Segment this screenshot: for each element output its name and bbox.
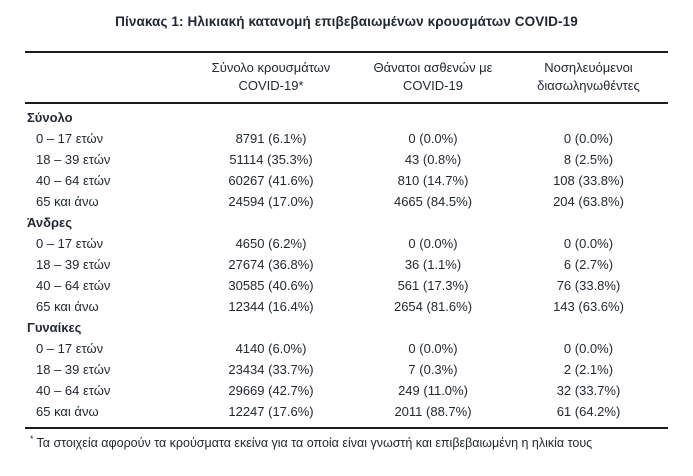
cases-value: 23434 (33.7%) xyxy=(228,362,314,377)
intubated-value: 2 (2.1%) xyxy=(563,362,614,377)
age-group-label: 65 και άνω xyxy=(36,299,99,314)
cases-value: 51114 (35.3%) xyxy=(229,152,313,167)
deaths-value: 0 (0.0%) xyxy=(408,341,458,356)
cases-value: 4140 (6.0%) xyxy=(235,341,307,356)
intubated-value: 0 (0.0%) xyxy=(563,131,614,146)
table-row xyxy=(25,338,668,359)
header-intubated-line2: διασωληνωθέντες xyxy=(537,78,640,93)
age-group-label: 18 – 39 ετών xyxy=(36,152,111,167)
deaths-value: 810 (14.7%) xyxy=(397,173,469,188)
header-deaths-line2: COVID-19 xyxy=(403,78,463,93)
section-name: Σύνολο xyxy=(27,110,73,125)
cases-value: 29669 (42.7%) xyxy=(228,383,314,398)
footnote-asterisk-marker: * xyxy=(30,434,34,444)
age-group-label: 40 – 64 ετών xyxy=(36,278,111,293)
age-group-label: 0 – 17 ετών xyxy=(36,236,104,251)
age-group-label: 65 και άνω xyxy=(36,404,99,419)
table-title: Πίνακας 1: Ηλικιακή κατανομή επιβεβαιωμένων κρουσμάτων COVID-19 xyxy=(115,14,578,29)
age-group-label: 18 – 39 ετών xyxy=(36,257,111,272)
covid-age-table xyxy=(25,51,668,429)
footnote-text: Τα στοιχεία αφορούν τα κρούσματα εκείνα για τα οποία είναι γνωστή και επιβεβαιωμένη η ηλικία τους xyxy=(36,436,593,451)
cases-value: 12344 (16.4%) xyxy=(228,299,314,314)
cases-value: 30585 (40.6%) xyxy=(228,278,314,293)
cases-value: 27674 (36.8%) xyxy=(228,257,314,272)
table-row xyxy=(25,380,668,401)
intubated-value: 108 (33.8%) xyxy=(553,173,624,188)
cases-value: 4650 (6.2%) xyxy=(235,236,307,251)
intubated-value: 8 (2.5%) xyxy=(563,152,614,167)
age-group-label: 0 – 17 ετών xyxy=(36,131,104,146)
cases-value: 24594 (17.0%) xyxy=(228,194,314,209)
deaths-value: 249 (11.0%) xyxy=(398,383,468,398)
deaths-value: 7 (0.3%) xyxy=(408,362,458,377)
cases-value: 12247 (17.6%) xyxy=(228,404,314,419)
deaths-value: 2011 (88.7%) xyxy=(394,404,472,419)
intubated-value: 143 (63.6%) xyxy=(553,299,624,314)
intubated-value: 204 (63.8%) xyxy=(553,194,624,209)
table-row xyxy=(25,233,668,254)
header-deaths xyxy=(357,59,509,95)
cases-value: 8791 (6.1%) xyxy=(235,131,307,146)
table-row xyxy=(25,254,668,275)
table-row xyxy=(25,275,668,296)
table-row xyxy=(25,128,668,149)
age-group-label: 18 – 39 ετών xyxy=(36,362,111,377)
deaths-value: 4665 (84.5%) xyxy=(393,194,473,209)
deaths-value: 43 (0.8%) xyxy=(404,152,462,167)
deaths-value: 0 (0.0%) xyxy=(408,236,458,251)
header-total-cases-line2: COVID-19* xyxy=(238,78,304,93)
header-total-cases-line1: Σύνολο κρουσμάτων xyxy=(211,60,331,75)
table-row xyxy=(25,170,668,191)
age-group-label: 0 – 17 ετών xyxy=(36,341,104,356)
section-header-women xyxy=(25,317,668,338)
section-header-total xyxy=(25,107,668,128)
section-name: Γυναίκες xyxy=(27,320,82,335)
header-intubated-line1: Νοσηλευόμενοι xyxy=(544,60,633,75)
age-group-label: 40 – 64 ετών xyxy=(36,173,111,188)
intubated-value: 0 (0.0%) xyxy=(563,341,614,356)
deaths-value: 36 (1.1%) xyxy=(404,257,462,272)
header-deaths-line1: Θάνατοι ασθενών με xyxy=(373,60,493,75)
table-row xyxy=(25,401,668,422)
deaths-value: 561 (17.3%) xyxy=(397,278,469,293)
intubated-value: 61 (64.2%) xyxy=(556,404,621,419)
header-intubated xyxy=(509,59,668,95)
table-row xyxy=(25,296,668,317)
footnote xyxy=(30,434,693,450)
intubated-value: 32 (33.7%) xyxy=(556,383,621,398)
table-body xyxy=(25,104,668,427)
header-total-cases xyxy=(185,59,357,95)
table-row xyxy=(25,191,668,212)
age-group-label: 40 – 64 ετών xyxy=(36,383,111,398)
table-header-row xyxy=(25,53,668,104)
cases-value: 60267 (41.6%) xyxy=(228,173,314,188)
intubated-value: 76 (33.8%) xyxy=(556,278,621,293)
age-group-label: 65 και άνω xyxy=(36,194,99,209)
section-header-men xyxy=(25,212,668,233)
intubated-value: 6 (2.7%) xyxy=(563,257,614,272)
table-row xyxy=(25,359,668,380)
deaths-value: 0 (0.0%) xyxy=(408,131,458,146)
section-name: Άνδρες xyxy=(27,215,72,230)
header-empty-cell xyxy=(25,59,185,95)
table-row xyxy=(25,149,668,170)
deaths-value: 2654 (81.6%) xyxy=(393,299,473,314)
intubated-value: 0 (0.0%) xyxy=(563,236,614,251)
